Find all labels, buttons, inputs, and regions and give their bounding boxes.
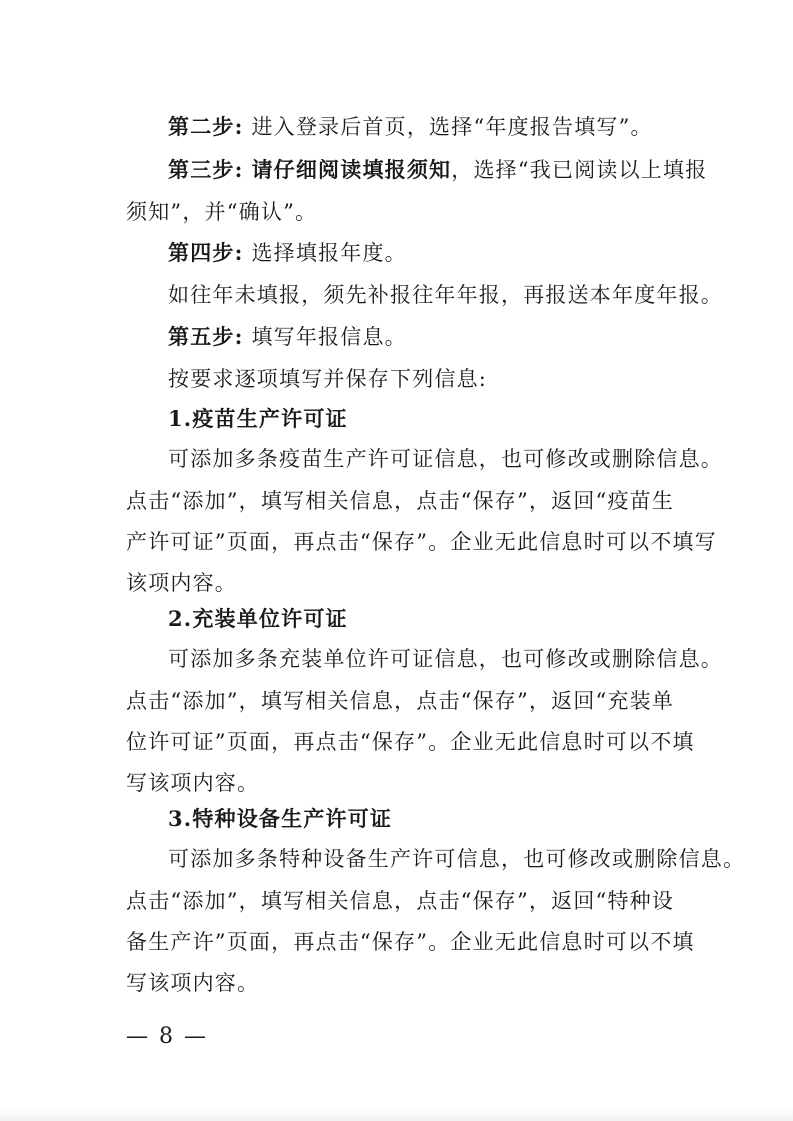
section-paragraph-line: 写该项内容。 xyxy=(126,971,260,995)
step2-label: 第二步: xyxy=(168,114,244,139)
page-number: — 8 — xyxy=(126,1024,208,1049)
instruction-text: 按要求逐项填写并保存下列信息: xyxy=(168,367,488,391)
step3-line xyxy=(168,155,708,185)
section-paragraph-line: 写该项内容。 xyxy=(126,771,260,795)
note-text: 如往年未填报，须先补报往年年报，再报送本年度年报。 xyxy=(168,283,723,307)
step4-text: 选择填报年度。 xyxy=(251,241,407,265)
page-edge-shadow xyxy=(0,1109,793,1121)
step3-text-line2: 须知”，并“确认”。 xyxy=(126,200,318,224)
section-paragraph-line: 可添加多条特种设备生产许可信息，也可修改或删除信息。 xyxy=(168,847,746,871)
section-paragraph-line: 可添加多条疫苗生产许可证信息，也可修改或删除信息。 xyxy=(168,447,723,471)
section-title: 2.充装单位许可证 xyxy=(168,606,348,631)
step2-text: 进入登录后首页，选择“年度报告填写”。 xyxy=(251,115,653,139)
section-paragraph-line: 可添加多条充装单位许可证信息，也可修改或删除信息。 xyxy=(168,647,723,671)
section-paragraph-line: 该项内容。 xyxy=(126,571,237,595)
step3-continuation xyxy=(126,197,696,227)
section-title: 3.特种设备生产许可证 xyxy=(168,806,393,831)
step5-label: 第五步: xyxy=(168,324,244,349)
section-paragraph-line: 位许可证”页面，再点击“保存”。企业无此信息时可以不填 xyxy=(126,730,695,754)
step3-bold-text: 请仔细阅读填报须知 xyxy=(251,157,452,182)
section-paragraph-line: 点击“添加”，填写相关信息，点击“保存”，返回“疫苗生 xyxy=(126,489,675,513)
step4-label: 第四步: xyxy=(168,240,244,265)
instruction-line xyxy=(168,364,696,394)
step4-line xyxy=(168,238,696,268)
step3-label: 第三步: xyxy=(168,157,244,182)
step5-text: 填写年报信息。 xyxy=(251,325,407,349)
section-paragraph-line: 备生产许”页面，再点击“保存”。企业无此信息时可以不填 xyxy=(126,930,695,954)
section-paragraph-line: 产许可证”页面，再点击“保存”。企业无此信息时可以不填写 xyxy=(126,530,717,554)
section-paragraph-line: 点击“添加”，填写相关信息，点击“保存”，返回“特种设 xyxy=(126,889,675,913)
step2-line xyxy=(168,112,696,142)
step5-line xyxy=(168,322,696,352)
note-line xyxy=(168,280,723,310)
section-paragraph-line: 点击“添加”，填写相关信息，点击“保存”，返回“充装单 xyxy=(126,689,675,713)
step3-text-line1: ，选择“我已阅读以上填报 xyxy=(451,158,708,182)
section-title: 1.疫苗生产许可证 xyxy=(168,406,348,431)
